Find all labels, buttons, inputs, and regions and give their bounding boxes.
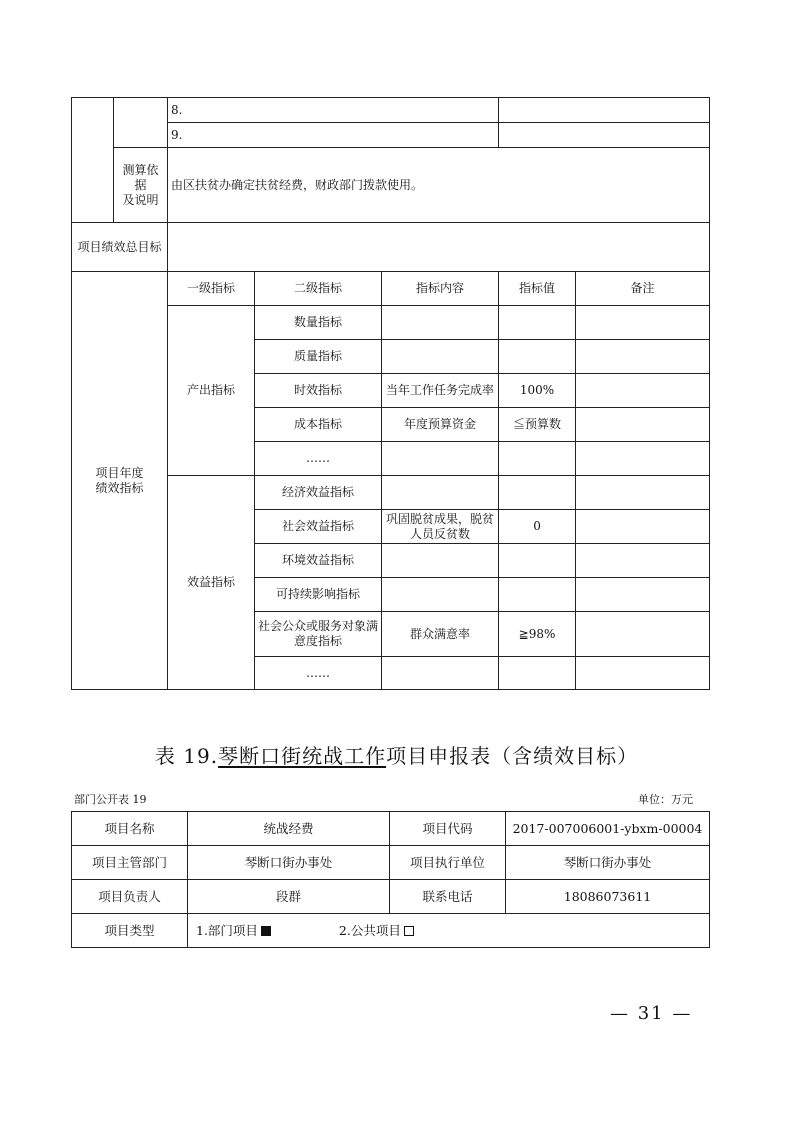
indicator-name: …… [255,442,382,476]
indicator-name: 经济效益指标 [255,476,382,510]
indicator-content [382,544,499,578]
indicator-name: …… [255,657,382,690]
info-value: 琴断口街办事处 [188,846,390,880]
table-row [72,846,710,880]
title-prefix: 表 19. [154,744,219,768]
indicator-note [576,657,710,690]
benefit-group-cell: 效益指标 [168,476,255,690]
indicator-name: 社会公众或服务对象满意度指标 [255,612,382,657]
info-label: 项目类型 [72,914,188,948]
indicator-content [382,340,499,374]
indicator-note [576,510,710,544]
indicator-content: 巩固脱贫成果，脱贫人员反贫数 [382,510,499,544]
item-value-cell [499,123,710,148]
calc-basis-line: 及说明 [122,192,159,207]
table-row [72,812,710,846]
item-cell: 9. [168,123,499,148]
indicator-value: 0 [499,510,576,544]
info-label: 项目名称 [72,812,188,846]
indicator-note [576,442,710,476]
overall-goal-value [168,223,710,272]
info-label: 项目执行单位 [390,846,506,880]
indicator-note [576,408,710,442]
column-header: 备注 [576,272,710,306]
indicator-name: 可持续影响指标 [255,578,382,612]
indicator-note [576,374,710,408]
output-group-cell: 产出指标 [168,306,255,476]
indicator-value [499,476,576,510]
form-title [0,740,793,769]
info-value: 统战经费 [188,812,390,846]
indicator-note [576,578,710,612]
indicator-content [382,578,499,612]
title-suffix: 项目申报表（含绩效目标） [386,744,639,768]
table-row [72,306,710,340]
column-header: 二级指标 [255,272,382,306]
indicator-value [499,340,576,374]
table-row [72,98,710,123]
form-number: 部门公开表 19 [74,793,147,806]
indicator-content [382,306,499,340]
info-label: 联系电话 [390,880,506,914]
project-type-options [188,914,710,948]
info-value: 段群 [188,880,390,914]
type-option-dept: 1.部门项目 [196,923,258,938]
indicator-note [576,340,710,374]
indicator-name: 质量指标 [255,340,382,374]
overall-goal-label: 项目绩效总目标 [72,223,168,272]
info-label: 项目代码 [390,812,506,846]
indicator-name: 环境效益指标 [255,544,382,578]
table-row [72,123,710,148]
annual-indicators-label [72,272,168,690]
indicator-content [382,442,499,476]
column-header: 指标内容 [382,272,499,306]
info-value: 18086073611 [506,880,710,914]
table-row [72,223,710,272]
calc-basis-text: 由区扶贫办确定扶贫经费，财政部门拨款使用。 [168,148,710,223]
indicator-content: 当年工作任务完成率 [382,374,499,408]
title-underlined: 琴断口街统战工作 [218,744,387,768]
annual-label-line: 绩效指标 [95,480,144,495]
info-value: 2017-007006001-ybxm-00004 [506,812,710,846]
indicator-value [499,578,576,612]
indicator-value [499,442,576,476]
annual-label-line: 项目年度 [95,465,144,480]
unchecked-box-icon[interactable] [404,926,414,936]
calc-basis-line: 测算依 [122,162,159,177]
indicator-value: 100% [499,374,576,408]
table-row [72,476,710,510]
merged-cell [114,98,168,148]
indicator-content: 年度预算资金 [382,408,499,442]
indicator-note [576,476,710,510]
indicator-value [499,657,576,690]
item-cell: 8. [168,98,499,123]
column-header: 指标值 [499,272,576,306]
header-row [72,272,710,306]
indicator-name: 社会效益指标 [255,510,382,544]
indicator-content [382,657,499,690]
table-row [72,880,710,914]
column-header: 一级指标 [168,272,255,306]
checked-box-icon[interactable] [261,926,271,936]
calc-basis-line: 据 [134,177,147,192]
indicator-value [499,544,576,578]
page-number: — 31 — [610,1003,693,1024]
indicator-name: 数量指标 [255,306,382,340]
indicator-value: ≧98% [499,612,576,657]
performance-table [71,97,710,690]
calc-basis-label [114,148,168,223]
indicator-value: ≦预算数 [499,408,576,442]
unit-label: 单位：万元 [638,793,693,806]
indicator-name: 成本指标 [255,408,382,442]
indicator-content: 群众满意率 [382,612,499,657]
indicator-note [576,612,710,657]
table-row [72,148,710,223]
info-value: 琴断口街办事处 [506,846,710,880]
indicator-content [382,476,499,510]
item-value-cell [499,98,710,123]
project-info-table [71,811,710,948]
indicator-note [576,306,710,340]
type-option-public: 2.公共项目 [338,923,401,938]
indicator-value [499,306,576,340]
indicator-note [576,544,710,578]
indicator-name: 时效指标 [255,374,382,408]
info-label: 项目主管部门 [72,846,188,880]
table-row [72,914,710,948]
merged-cell [72,98,114,223]
info-label: 项目负责人 [72,880,188,914]
